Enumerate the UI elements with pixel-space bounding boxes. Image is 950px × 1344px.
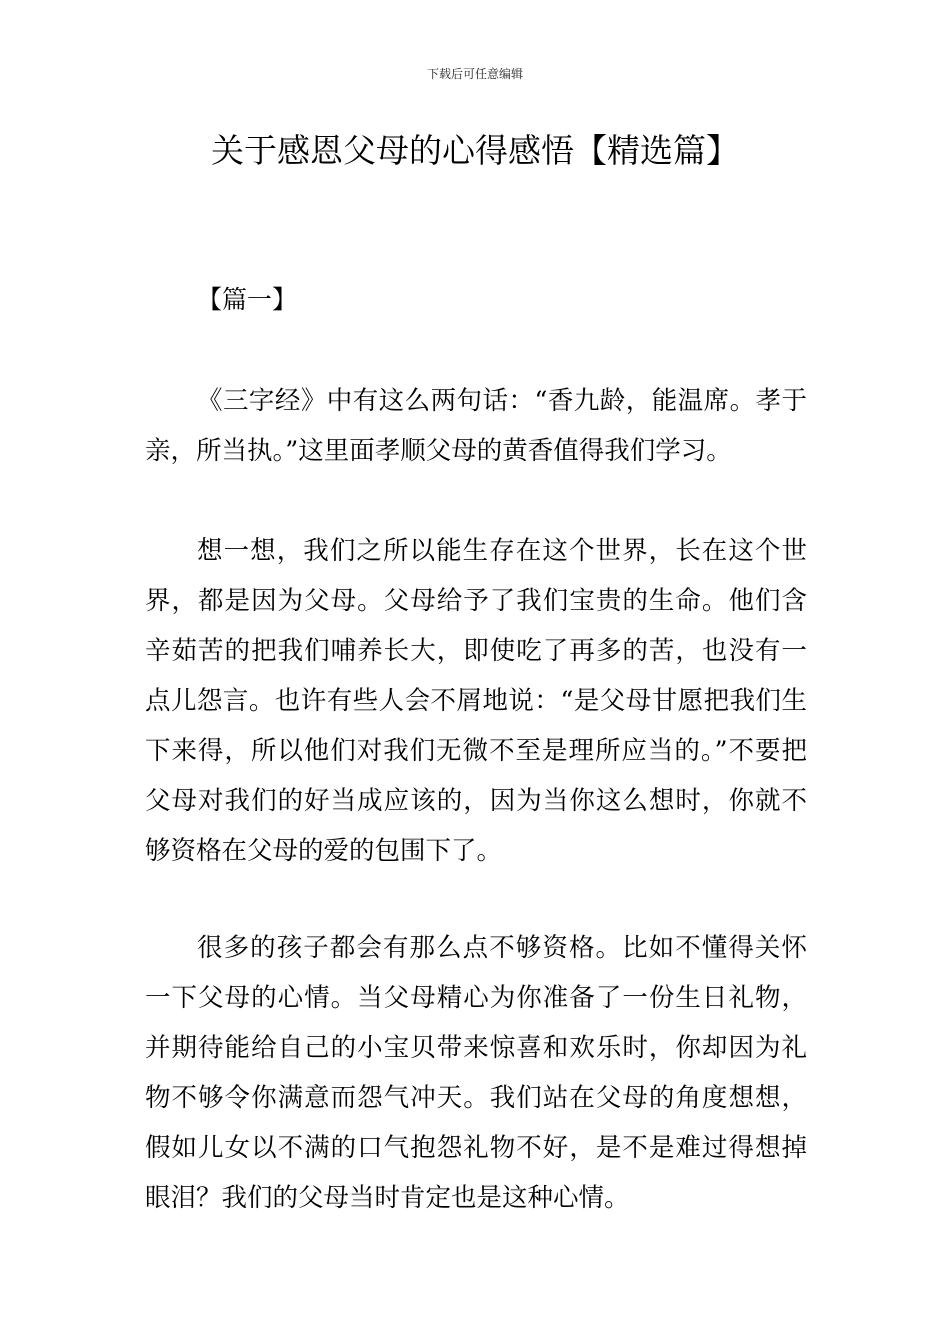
paragraph-3: 很多的孩子都会有那么点不够资格。比如不懂得关怀一下父母的心情。当父母精心为你准备了一份生日礼物，并期待能给自己的小宝贝带来惊喜和欢乐时，你却因为礼物不够令你满意而怨气冲天。我们站在父母的角度想想，假如儿女以不满的口气抱怨礼物不好，是不是难过得想掉眼泪？我们的父母当时肯定也是这种心情。 bbox=[145, 933, 807, 1213]
section-heading: 【篇一】 bbox=[197, 285, 298, 314]
document-title: 关于感恩父母的心得感悟【精选篇】 bbox=[211, 131, 739, 170]
paragraph-1: 《三字经》中有这么两句话：“香九龄，能温席。孝于亲，所当执。”这里面孝顺父母的黄香值得我们学习。 bbox=[145, 386, 807, 466]
header-note: 下载后可任意编辑 bbox=[426, 67, 523, 81]
paragraph-2: 想一想，我们之所以能生存在这个世界，长在这个世界，都是因为父母。父母给予了我们宝贵的生命。他们含辛茹苦的把我们哺养长大，即使吃了再多的苦，也没有一点儿怨言。也许有些人会不屑地说：“是父母甘愿把我们生下来得，所以他们对我们无微不至是理所应当的。”不要把父母对我们的好当成应该的，因为当你这么想时，你就不够资格在父母的爱的包围下了。 bbox=[145, 536, 807, 866]
